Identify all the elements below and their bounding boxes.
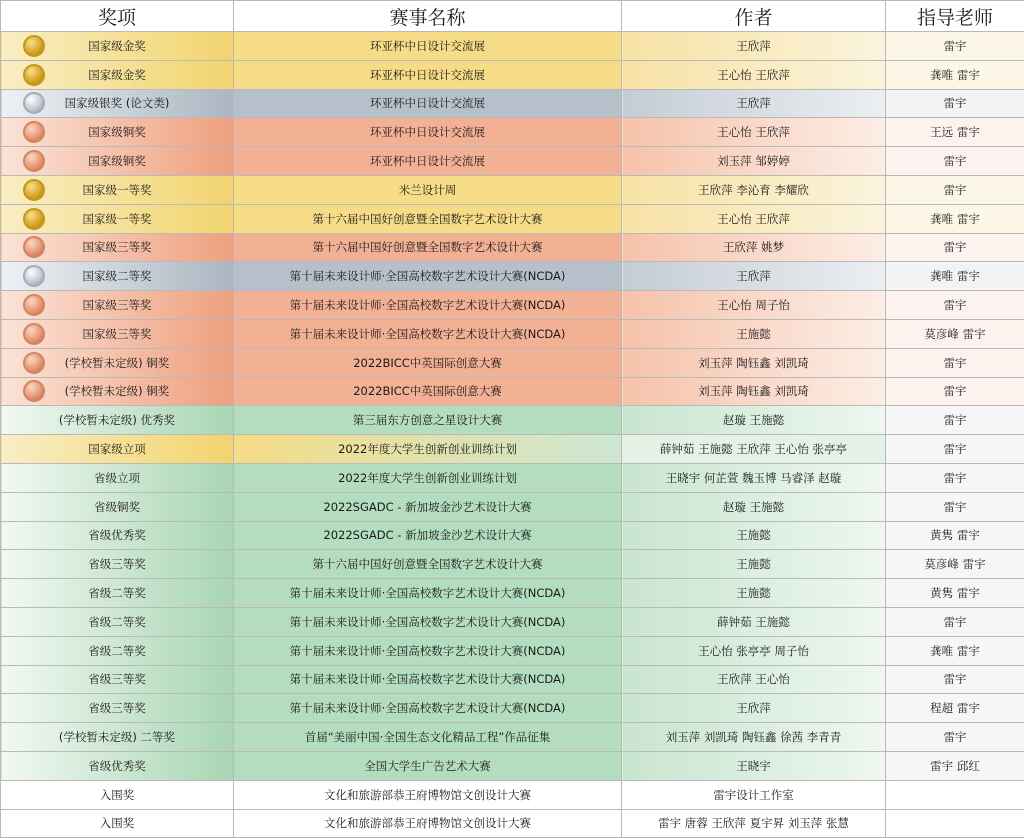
bronze-medal-icon xyxy=(23,121,45,143)
event-cell: 环亚杯中日设计交流展 xyxy=(234,60,622,89)
table-row xyxy=(1,319,1024,348)
bronze-medal-icon xyxy=(23,294,45,316)
advisor-cell: 莫彦峰 雷宇 xyxy=(886,319,1024,348)
event-cell: 第十六届中国好创意暨全国数字艺术设计大赛 xyxy=(234,204,622,233)
award-label: 入围奖 xyxy=(100,816,135,830)
advisor-cell: 雷宇 xyxy=(886,463,1024,492)
award-cell xyxy=(1,319,234,348)
table-row xyxy=(1,607,1024,636)
award-cell xyxy=(1,780,234,809)
award-cell xyxy=(1,607,234,636)
award-label: 省级三等奖 xyxy=(88,557,146,571)
bronze-medal-icon xyxy=(23,380,45,402)
bronze-medal-icon xyxy=(23,236,45,258)
gold-medal-icon xyxy=(23,35,45,57)
authors-cell: 刘玉萍 陶钰鑫 刘凯琦 xyxy=(622,348,886,377)
table-row xyxy=(1,809,1024,838)
authors-cell: 王晓宇 何芷萱 魏玉博 马睿泽 赵璇 xyxy=(622,463,886,492)
award-label: 国家级铜奖 xyxy=(88,125,146,139)
header-advisor: 指导老师 xyxy=(886,1,1024,32)
table-row xyxy=(1,665,1024,694)
table-row xyxy=(1,780,1024,809)
award-label: (学校暂未定级) 铜奖 xyxy=(65,356,170,370)
award-label: (学校暂未定级) 优秀奖 xyxy=(59,413,175,427)
table-row xyxy=(1,60,1024,89)
award-cell xyxy=(1,175,234,204)
event-cell: 环亚杯中日设计交流展 xyxy=(234,118,622,147)
award-cell xyxy=(1,579,234,608)
award-cell xyxy=(1,521,234,550)
table-row xyxy=(1,463,1024,492)
award-label: 省级二等奖 xyxy=(88,615,146,629)
authors-cell: 赵璇 王施懿 xyxy=(622,406,886,435)
award-cell xyxy=(1,463,234,492)
table-row xyxy=(1,348,1024,377)
advisor-cell: 雷宇 xyxy=(886,32,1024,61)
authors-cell: 王心怡 王欣萍 xyxy=(622,60,886,89)
table-row xyxy=(1,579,1024,608)
table-row xyxy=(1,377,1024,406)
advisor-cell: 雷宇 邱红 xyxy=(886,751,1024,780)
award-cell xyxy=(1,751,234,780)
advisor-cell xyxy=(886,780,1024,809)
table-row xyxy=(1,435,1024,464)
authors-cell: 王施懿 xyxy=(622,521,886,550)
authors-cell: 王心怡 周子怡 xyxy=(622,291,886,320)
event-cell: 2022BICC中英国际创意大赛 xyxy=(234,377,622,406)
award-label: 国家级二等奖 xyxy=(83,269,152,283)
table-row xyxy=(1,291,1024,320)
authors-cell: 王欣萍 姚梦 xyxy=(622,233,886,262)
event-cell: 第十六届中国好创意暨全国数字艺术设计大赛 xyxy=(234,233,622,262)
advisor-cell: 雷宇 xyxy=(886,377,1024,406)
bronze-medal-icon xyxy=(23,150,45,172)
award-label: 省级优秀奖 xyxy=(88,528,146,542)
event-cell: 全国大学生广告艺术大赛 xyxy=(234,751,622,780)
advisor-cell: 雷宇 xyxy=(886,291,1024,320)
authors-cell: 王欣萍 xyxy=(622,262,886,291)
event-cell: 2022BICC中英国际创意大赛 xyxy=(234,348,622,377)
authors-cell: 王心怡 王欣萍 xyxy=(622,204,886,233)
event-cell: 第十届未来设计师·全国高校数字艺术设计大赛(NCDA) xyxy=(234,694,622,723)
bronze-medal-icon xyxy=(23,352,45,374)
gold-medal-icon xyxy=(23,208,45,230)
award-cell xyxy=(1,406,234,435)
award-cell xyxy=(1,204,234,233)
award-cell xyxy=(1,377,234,406)
event-cell: 第十届未来设计师·全国高校数字艺术设计大赛(NCDA) xyxy=(234,665,622,694)
silver-medal-icon xyxy=(23,265,45,287)
award-label: 入围奖 xyxy=(100,788,135,802)
advisor-cell: 雷宇 xyxy=(886,723,1024,752)
advisor-cell: 龚唯 雷宇 xyxy=(886,60,1024,89)
award-cell xyxy=(1,32,234,61)
award-label: 国家级金奖 xyxy=(88,39,146,53)
award-cell xyxy=(1,809,234,838)
event-cell: 第十届未来设计师·全国高校数字艺术设计大赛(NCDA) xyxy=(234,291,622,320)
authors-cell: 雷宇设计工作室 xyxy=(622,780,886,809)
advisor-cell: 雷宇 xyxy=(886,607,1024,636)
event-cell: 第十届未来设计师·全国高校数字艺术设计大赛(NCDA) xyxy=(234,636,622,665)
event-cell: 第十届未来设计师·全国高校数字艺术设计大赛(NCDA) xyxy=(234,579,622,608)
event-cell: 2022年度大学生创新创业训练计划 xyxy=(234,463,622,492)
award-label: 国家级立项 xyxy=(88,442,146,456)
gold-medal-icon xyxy=(23,179,45,201)
award-label: 国家级一等奖 xyxy=(83,212,152,226)
award-label: 省级二等奖 xyxy=(88,644,146,658)
advisor-cell: 程超 雷宇 xyxy=(886,694,1024,723)
award-cell xyxy=(1,723,234,752)
authors-cell: 王施懿 xyxy=(622,579,886,608)
award-cell xyxy=(1,435,234,464)
award-cell xyxy=(1,262,234,291)
event-cell: 文化和旅游部恭王府博物馆文创设计大赛 xyxy=(234,809,622,838)
award-label: 国家级银奖 (论文类) xyxy=(65,96,170,110)
award-cell xyxy=(1,233,234,262)
authors-cell: 薛钟茹 王施懿 王欣萍 王心怡 张亭亭 xyxy=(622,435,886,464)
table-row xyxy=(1,89,1024,118)
advisor-cell: 雷宇 xyxy=(886,348,1024,377)
authors-cell: 王欣萍 李沁育 李耀欣 xyxy=(622,175,886,204)
authors-cell: 王欣萍 xyxy=(622,32,886,61)
award-cell xyxy=(1,147,234,176)
award-label: 省级优秀奖 xyxy=(88,759,146,773)
table-row xyxy=(1,550,1024,579)
table-row xyxy=(1,262,1024,291)
table-row xyxy=(1,636,1024,665)
event-cell: 环亚杯中日设计交流展 xyxy=(234,32,622,61)
header-authors: 作者 xyxy=(622,1,886,32)
advisor-cell: 雷宇 xyxy=(886,492,1024,521)
event-cell: 第三届东方创意之星设计大赛 xyxy=(234,406,622,435)
gold-medal-icon xyxy=(23,64,45,86)
event-cell: 环亚杯中日设计交流展 xyxy=(234,147,622,176)
table-row xyxy=(1,751,1024,780)
award-cell xyxy=(1,665,234,694)
award-cell xyxy=(1,118,234,147)
table-row xyxy=(1,521,1024,550)
authors-cell: 王施懿 xyxy=(622,319,886,348)
advisor-cell: 黄隽 雷宇 xyxy=(886,579,1024,608)
authors-cell: 王心怡 王欣萍 xyxy=(622,118,886,147)
advisor-cell: 雷宇 xyxy=(886,147,1024,176)
authors-cell: 王欣萍 xyxy=(622,89,886,118)
award-cell xyxy=(1,89,234,118)
event-cell: 第十届未来设计师·全国高校数字艺术设计大赛(NCDA) xyxy=(234,262,622,291)
table-row xyxy=(1,204,1024,233)
authors-cell: 王心怡 张亭亭 周子怡 xyxy=(622,636,886,665)
award-label: 国家级三等奖 xyxy=(83,240,152,254)
authors-cell: 刘玉萍 刘凯琦 陶钰鑫 徐茜 李青青 xyxy=(622,723,886,752)
advisor-cell: 龚唯 雷宇 xyxy=(886,262,1024,291)
award-cell xyxy=(1,60,234,89)
event-cell: 第十届未来设计师·全国高校数字艺术设计大赛(NCDA) xyxy=(234,607,622,636)
award-label: 省级二等奖 xyxy=(88,586,146,600)
table-row xyxy=(1,233,1024,262)
advisor-cell: 雷宇 xyxy=(886,406,1024,435)
authors-cell: 薛钟茹 王施懿 xyxy=(622,607,886,636)
award-cell xyxy=(1,694,234,723)
authors-cell: 王施懿 xyxy=(622,550,886,579)
award-cell xyxy=(1,291,234,320)
table-row xyxy=(1,406,1024,435)
award-cell xyxy=(1,636,234,665)
event-cell: 文化和旅游部恭王府博物馆文创设计大赛 xyxy=(234,780,622,809)
authors-cell: 赵璇 王施懿 xyxy=(622,492,886,521)
advisor-cell: 雷宇 xyxy=(886,175,1024,204)
table-row xyxy=(1,175,1024,204)
award-label: 国家级金奖 xyxy=(88,68,146,82)
authors-cell: 雷宇 唐蓉 王欣萍 夏宇昇 刘玉萍 张慧 xyxy=(622,809,886,838)
award-label: (学校暂未定级) 铜奖 xyxy=(65,384,170,398)
bronze-medal-icon xyxy=(23,323,45,345)
event-cell: 首届“美丽中国·全国生态文化精品工程”作品征集 xyxy=(234,723,622,752)
award-label: 国家级三等奖 xyxy=(83,327,152,341)
event-cell: 环亚杯中日设计交流展 xyxy=(234,89,622,118)
authors-cell: 王晓宇 xyxy=(622,751,886,780)
advisor-cell: 龚唯 雷宇 xyxy=(886,204,1024,233)
award-label: 国家级三等奖 xyxy=(83,298,152,312)
award-label: 国家级一等奖 xyxy=(83,183,152,197)
award-label: 国家级铜奖 xyxy=(88,154,146,168)
table-row xyxy=(1,694,1024,723)
advisor-cell: 雷宇 xyxy=(886,89,1024,118)
header-row xyxy=(1,1,1024,32)
table-row xyxy=(1,147,1024,176)
table-row xyxy=(1,492,1024,521)
authors-cell: 王欣萍 王心怡 xyxy=(622,665,886,694)
advisor-cell: 龚唯 雷宇 xyxy=(886,636,1024,665)
advisor-cell: 雷宇 xyxy=(886,233,1024,262)
advisor-cell: 雷宇 xyxy=(886,435,1024,464)
header-event: 赛事名称 xyxy=(234,1,622,32)
event-cell: 第十届未来设计师·全国高校数字艺术设计大赛(NCDA) xyxy=(234,319,622,348)
table-row xyxy=(1,118,1024,147)
award-label: 省级三等奖 xyxy=(88,672,146,686)
authors-cell: 刘玉萍 邹婷婷 xyxy=(622,147,886,176)
advisor-cell: 王远 雷宇 xyxy=(886,118,1024,147)
award-label: 省级立项 xyxy=(94,471,140,485)
event-cell: 2022SGADC - 新加坡金沙艺术设计大赛 xyxy=(234,492,622,521)
authors-cell: 刘玉萍 陶钰鑫 刘凯琦 xyxy=(622,377,886,406)
table-row xyxy=(1,723,1024,752)
table-row xyxy=(1,32,1024,61)
advisor-cell: 黄隽 雷宇 xyxy=(886,521,1024,550)
award-label: 省级铜奖 xyxy=(94,500,140,514)
event-cell: 2022SGADC - 新加坡金沙艺术设计大赛 xyxy=(234,521,622,550)
award-cell xyxy=(1,550,234,579)
award-cell xyxy=(1,492,234,521)
authors-cell: 王欣萍 xyxy=(622,694,886,723)
advisor-cell: 雷宇 xyxy=(886,665,1024,694)
advisor-cell xyxy=(886,809,1024,838)
event-cell: 米兰设计周 xyxy=(234,175,622,204)
advisor-cell: 莫彦峰 雷宇 xyxy=(886,550,1024,579)
award-cell xyxy=(1,348,234,377)
silver-medal-icon xyxy=(23,92,45,114)
award-label: (学校暂未定级) 二等奖 xyxy=(59,730,175,744)
event-cell: 2022年度大学生创新创业训练计划 xyxy=(234,435,622,464)
event-cell: 第十六届中国好创意暨全国数字艺术设计大赛 xyxy=(234,550,622,579)
award-label: 省级三等奖 xyxy=(88,701,146,715)
header-award: 奖项 xyxy=(1,1,234,32)
